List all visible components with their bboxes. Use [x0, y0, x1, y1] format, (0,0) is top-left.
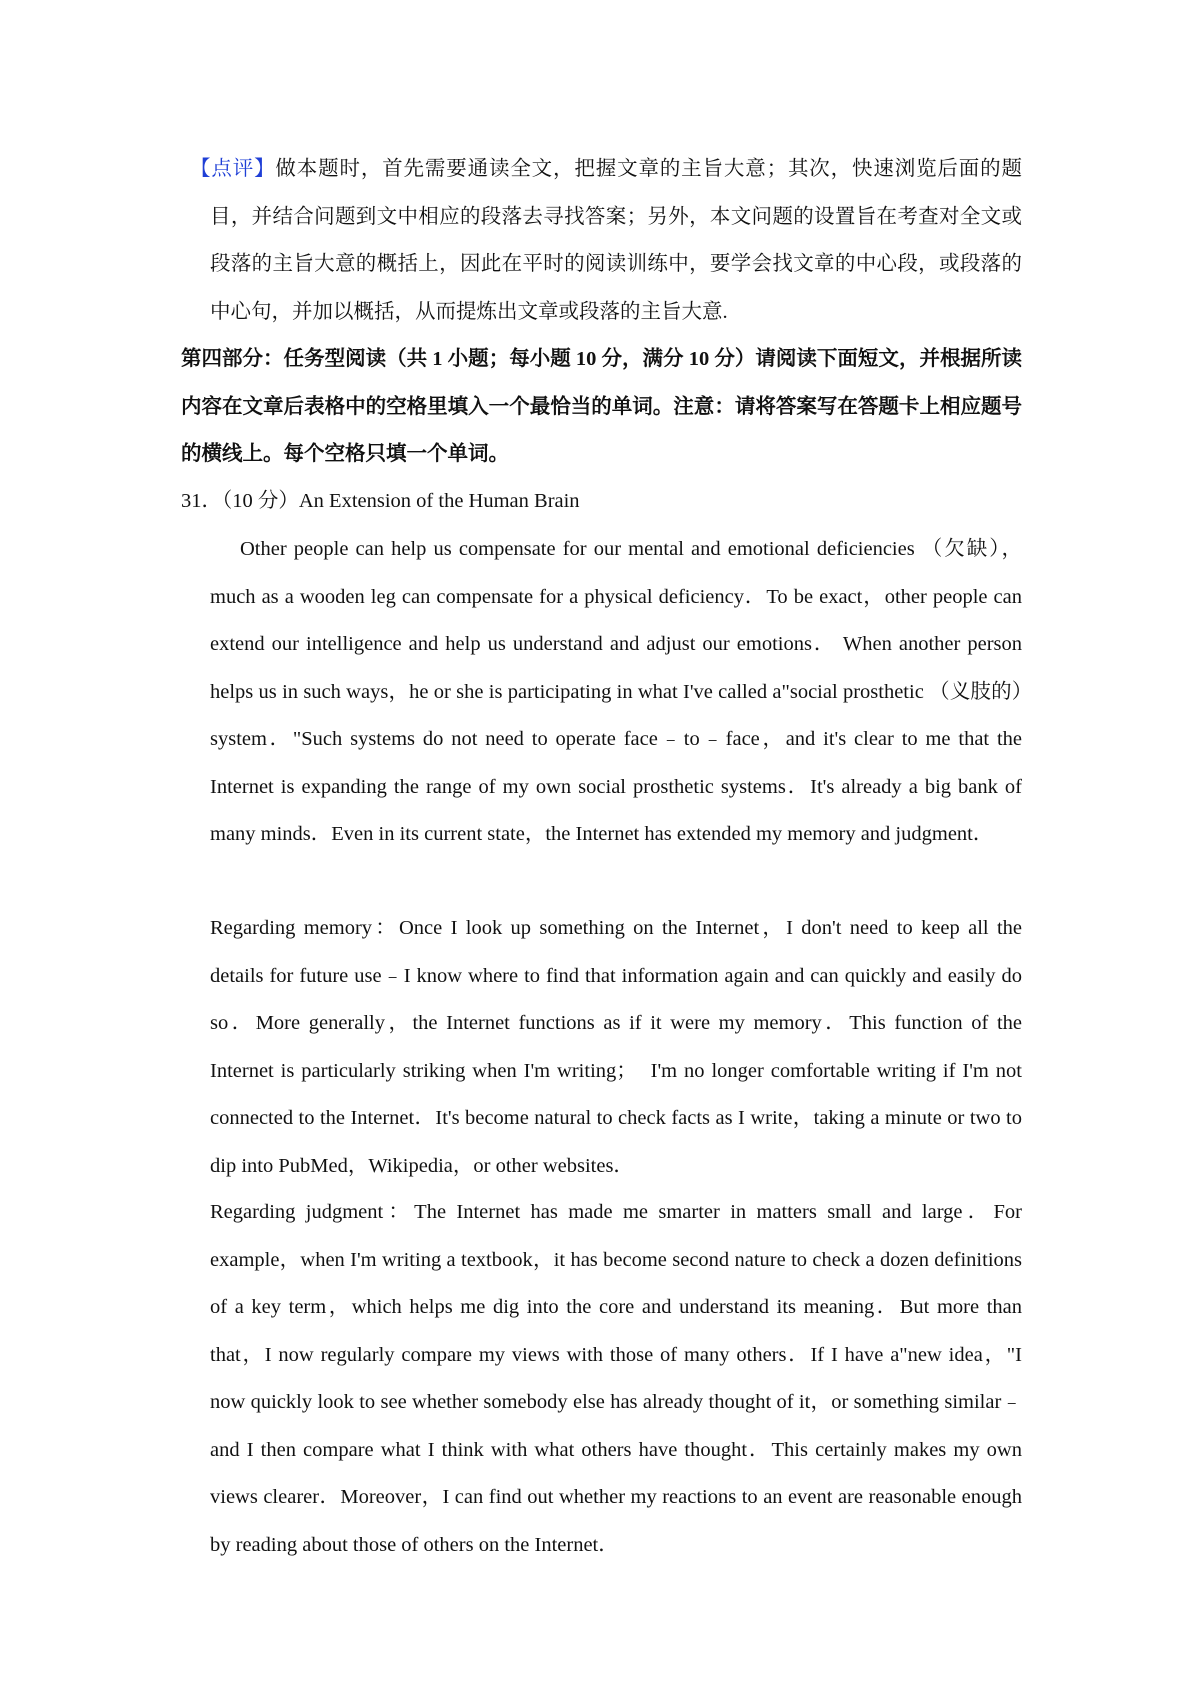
- review-text: 做本题时，首先需要通读全文，把握文章的主旨大意；其次，快速浏览后面的题目，并结合问题到文中相应的段落去寻找答案；另外，本文问题的设置旨在考查对全文或段落的主旨大意的概括上，因此在平时的阅读训练中，要学会找文章的中心段，或段落的中心句，并加以概括，从而提炼出文章或段落的主旨大意.: [210, 158, 1022, 323]
- passage-paragraph-3: Regarding judgment：The Internet has made me smarter in matters small and large．For example，when I'm writing a textbook，it has become second nature to check a dozen definitions of a key term，which helps me dig into the core and understand its meaning．But more than that，I now regularly compare my views with those of many others．If I have a"new idea，"I now quickly look to see whether somebody else has already thought of it，or something similar﹣and I then compare what I think with what others have thought．This certainly makes my own views clearer．Moreover，I can find out whether my reactions to an event are reasonable enough by reading about those of others on the Internet．: [210, 1201, 1022, 1556]
- review-tag: 【点评】: [190, 158, 276, 180]
- passage-paragraph-2: Regarding memory：Once I look up something on the Internet，I don't need to keep all the details for future use﹣I know where to find that information again and can quickly and easily do so．More generally，the Internet functions as if it were my memory．This function of the Internet is particularly striking when I'm writing； I'm no longer comfortable writing if I'm not connected to the Internet．It's become natural to check facts as I write，taking a minute or two to dip into PubMed，Wikipedia，or other websites．: [210, 917, 1022, 1177]
- review-comment: [190, 146, 1022, 336]
- question-title: 31．（10 分）An Extension of the Human Brain: [181, 490, 580, 512]
- passage-paragraph-1: Other people can help us compensate for our mental and emotional deficiencies （欠缺），much as a wooden leg can compensate for a physical deficiency．To be exact，other people can extend our intelligence and help us understand and adjust our emotions． When another person helps us in such ways，he or she is participating in what I've called a"social prosthetic （义肢的）system．"Such systems do not need to operate face﹣to﹣face，and it's clear to me that the Internet is expanding the range of my own social prosthetic systems．It's already a big bank of many minds．Even in its current state，the Internet has extended my memory and judgment．: [210, 538, 1022, 845]
- section-heading: 第四部分：任务型阅读（共 1 小题；每小题 10 分，满分 10 分）请阅读下面短文，并根据所读内容在文章后表格中的空格里填入一个最恰当的单词。注意：请将答案写在答题卡上相应题号的横线上。每个空格只填一个单词。: [181, 348, 1022, 465]
